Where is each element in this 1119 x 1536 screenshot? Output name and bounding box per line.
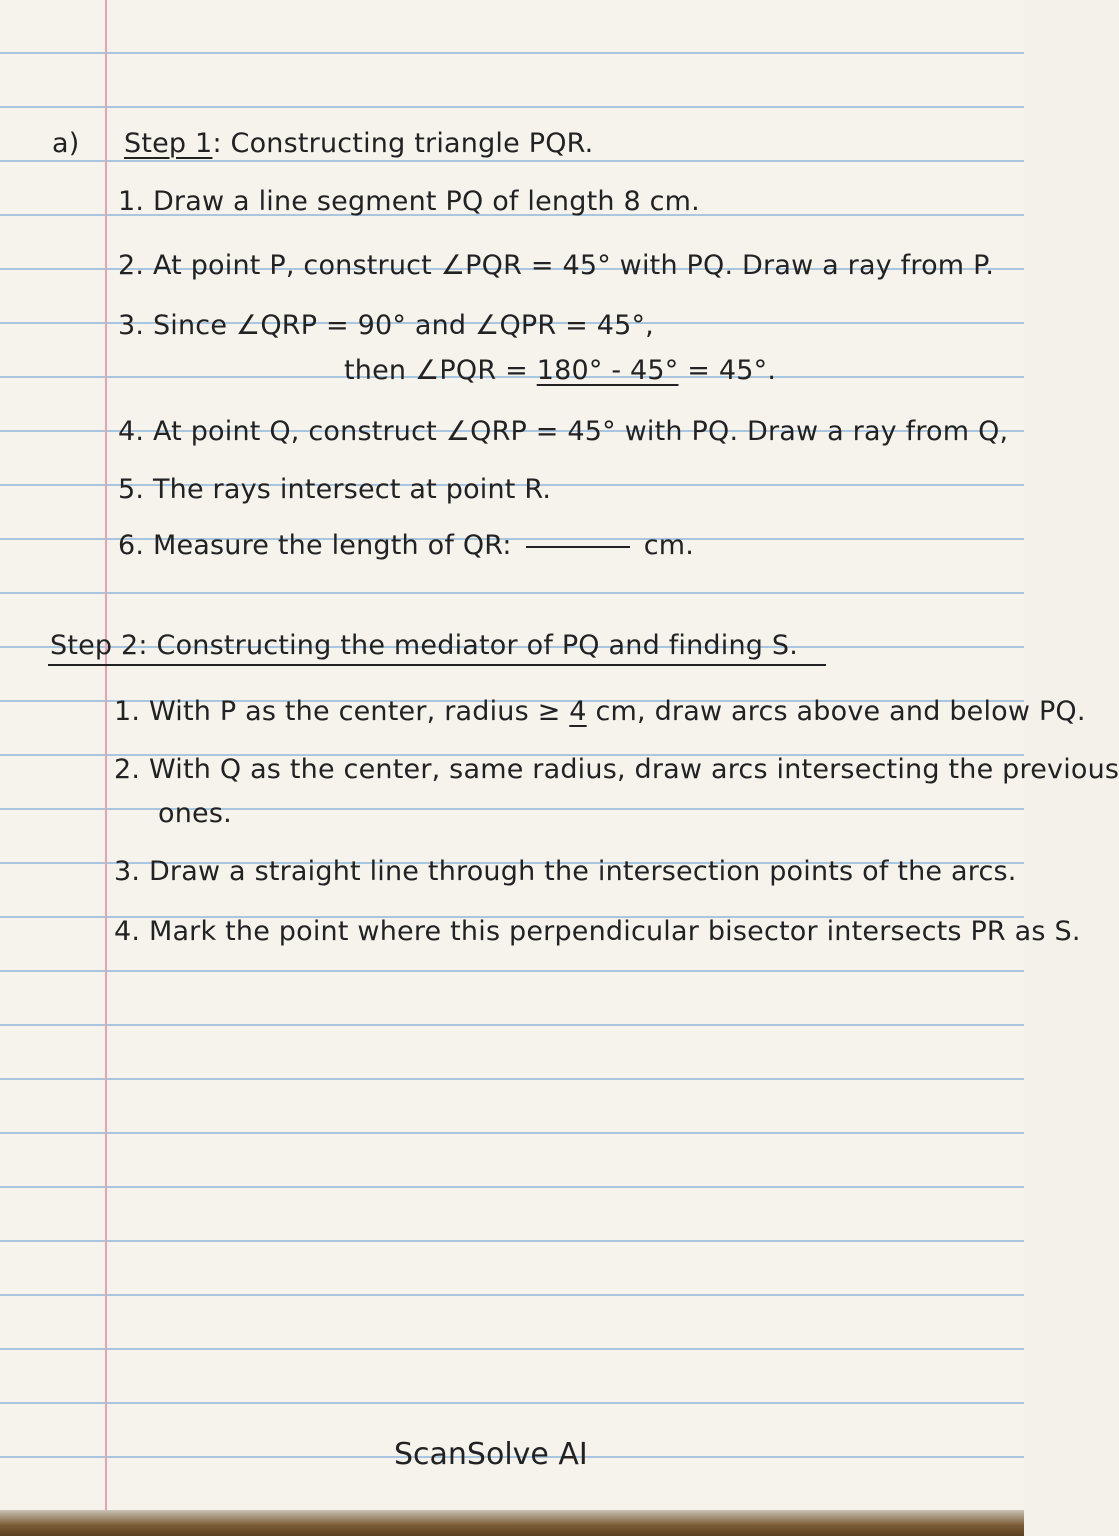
- step1-item-5: 5. The rays intersect at point R.: [118, 474, 552, 505]
- step2-title: Step 2: Constructing the mediator of PQ and finding S.: [50, 630, 799, 661]
- answer-blank: [526, 546, 630, 548]
- step2-item-4: 4. Mark the point where this perpendicular bisector intersects PR as S.: [114, 916, 1081, 947]
- footer-watermark: ScanSolve AI: [394, 1437, 588, 1472]
- step1-item-4: 4. At point Q, construct ∠QRP = 45° with PQ. Draw a ray from Q,: [118, 416, 1009, 447]
- step1-item-3-cont-fraction: 180° - 45°: [536, 355, 679, 386]
- step2-title-underline: [48, 664, 826, 666]
- step1-item-3: 3. Since ∠QRP = 90° and ∠QPR = 45°,: [118, 310, 654, 341]
- step1-item-3-cont-prefix: then ∠PQR =: [344, 355, 537, 386]
- step2-item-1: [114, 696, 1086, 727]
- step2-item-1-suffix: cm, draw arcs above and below PQ.: [586, 696, 1086, 727]
- step1-item-1: 1. Draw a line segment PQ of length 8 cm.: [118, 186, 700, 217]
- step2-item-1-radius: 4: [569, 696, 587, 727]
- step1-title-prefix: Step 1: [124, 128, 213, 159]
- step2-item-2-cont: ones.: [158, 798, 232, 829]
- step1-title: [124, 128, 593, 159]
- step2-item-3: 3. Draw a straight line through the intersection points of the arcs.: [114, 856, 1017, 887]
- step1-item-2: 2. At point P, construct ∠PQR = 45° with PQ. Draw a ray from P.: [118, 250, 995, 281]
- step1-item-3-continuation: [344, 355, 776, 386]
- step1-title-rest: : Constructing triangle PQR.: [212, 128, 594, 159]
- step1-item-3-cont-suffix: = 45°.: [678, 355, 777, 386]
- step1-item-6: [118, 530, 694, 561]
- margin-line: [105, 0, 107, 1510]
- step2-item-2: 2. With Q as the center, same radius, draw arcs intersecting the previous: [114, 754, 1119, 785]
- step1-item-6-text: 6. Measure the length of QR:: [118, 530, 512, 561]
- part-label: a): [52, 128, 80, 159]
- step2-item-1-prefix: 1. With P as the center, radius ≥: [114, 696, 570, 727]
- step1-item-6-unit: cm.: [643, 530, 695, 561]
- paper-edge: [0, 1510, 1024, 1536]
